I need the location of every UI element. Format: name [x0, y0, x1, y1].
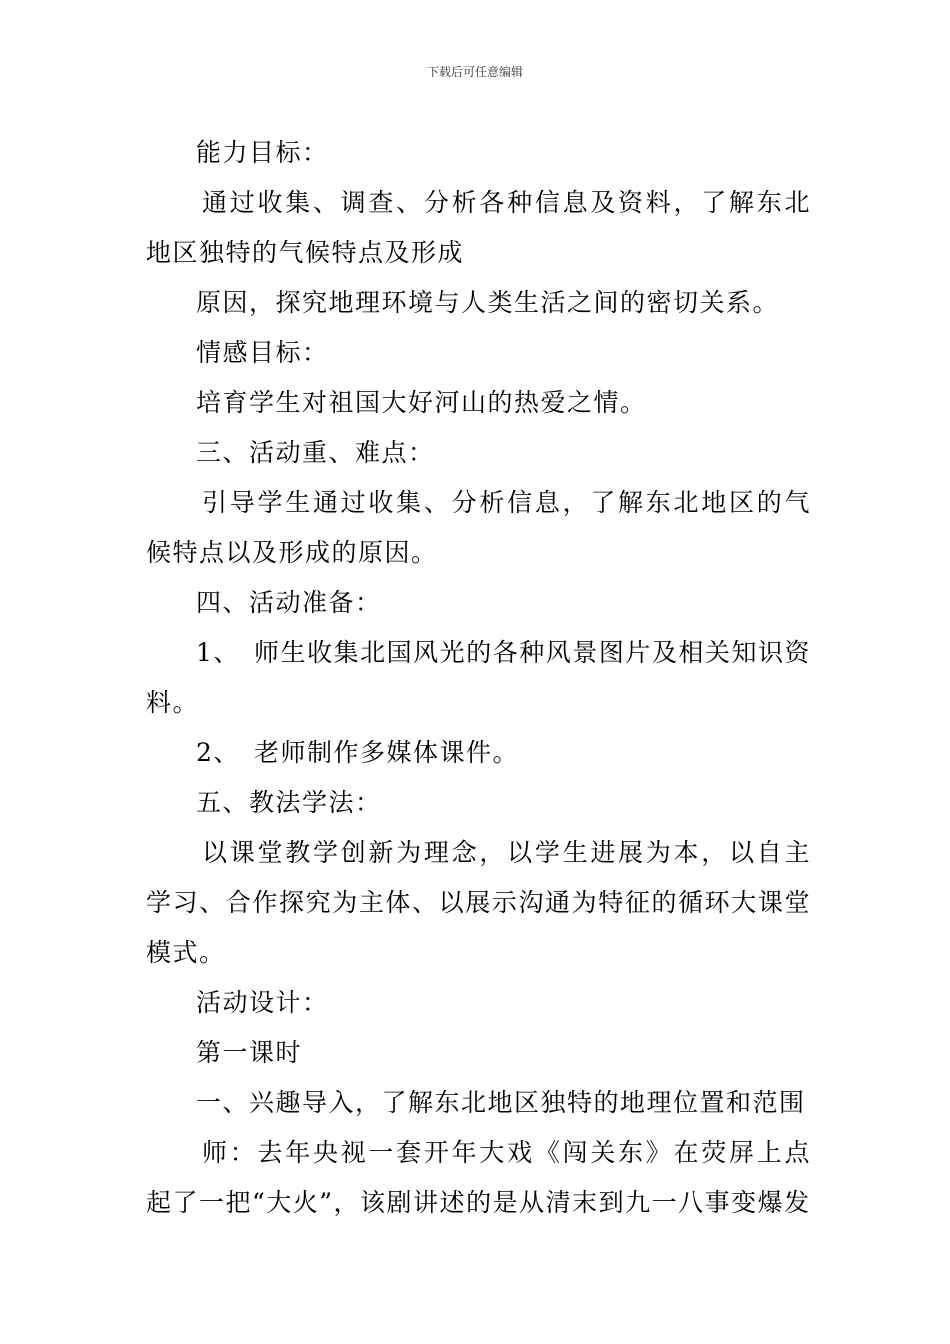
document-body [146, 128, 811, 1228]
list-item-text: 师生收集北国风光的各种风景图片及相关知识资料。 [146, 638, 811, 717]
page-header-note: 下载后可任意编辑 [426, 65, 523, 79]
heading-first-lesson: 第一课时 [196, 1038, 303, 1067]
paragraph-teacher-speech: 师：去年央视一套开年大戏《闯关东》在荧屏上点起了一把“大火”，该剧讲述的是从清末到九一八事变爆发 [146, 1138, 811, 1217]
heading-teaching-methods: 五、教法学法： [196, 788, 382, 817]
heading-activity-design: 活动设计： [196, 988, 329, 1017]
list-number: 2、 [196, 738, 240, 767]
heading-key-difficult-points: 三、活动重、难点： [196, 438, 435, 467]
heading-activity-preparation: 四、活动准备： [196, 588, 382, 617]
list-number: 1、 [196, 638, 240, 667]
list-item-preparation-2 [146, 728, 811, 778]
paragraph-teaching-methods-detail: 以课堂教学创新为理念，以学生进展为本，以自主学习、合作探究为主体、以展示沟通为特征的循环大课堂模式。 [146, 838, 811, 967]
list-item-preparation-1 [146, 628, 811, 728]
paragraph-key-difficult-points-detail: 引导学生通过收集、分析信息，了解东北地区的气候特点以及形成的原因。 [146, 488, 811, 567]
heading-interest-introduction: 一、兴趣导入，了解东北地区独特的地理位置和范围 [196, 1088, 806, 1117]
paragraph-emotion-goal-detail: 培育学生对祖国大好河山的热爱之情。 [196, 388, 647, 417]
paragraph-ability-goal-detail: 通过收集、调查、分析各种信息及资料，了解东北地区独特的气候特点及形成 [146, 188, 811, 267]
paragraph-ability-goal-detail-cont: 原因，探究地理环境与人类生活之间的密切关系。 [196, 288, 780, 317]
list-item-text: 老师制作多媒体课件。 [254, 738, 520, 767]
paragraph-emotion-goal: 情感目标： [196, 338, 329, 367]
paragraph-ability-goal: 能力目标： [196, 138, 329, 167]
